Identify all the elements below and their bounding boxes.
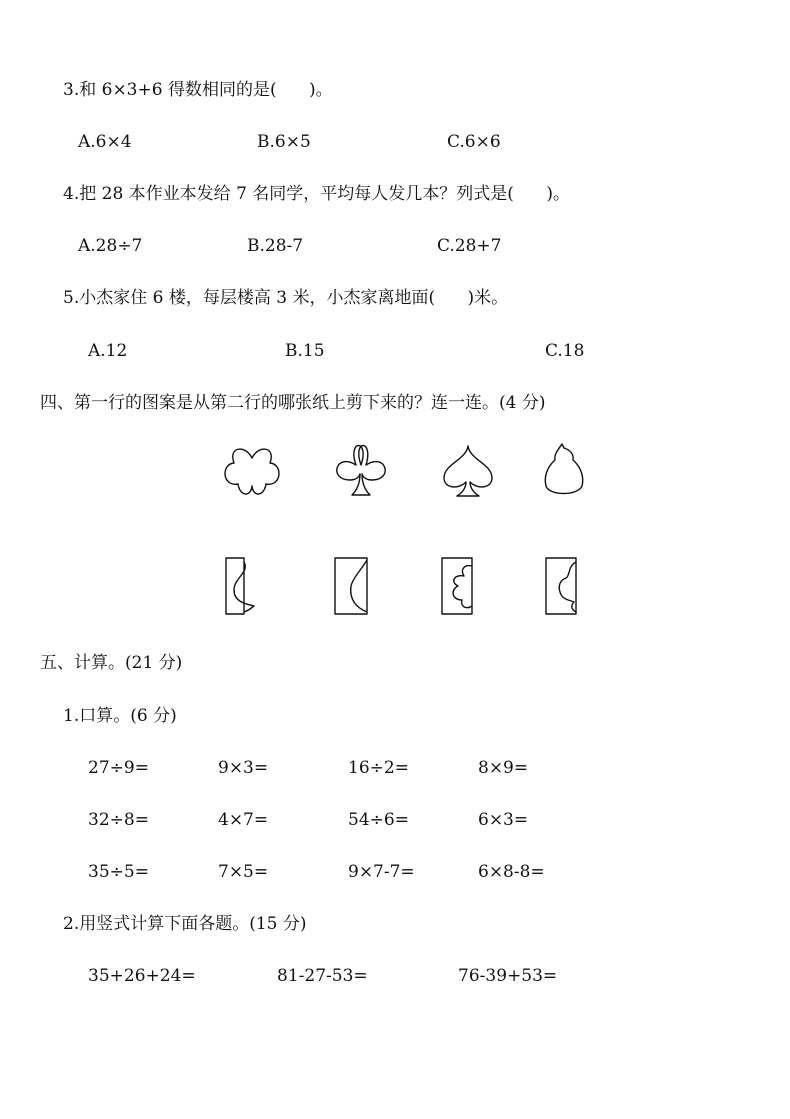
- question-4-option-a: A.28÷7: [78, 236, 143, 256]
- section-5-title: 五、计算。(21 分): [40, 653, 183, 673]
- folded-paper-4: [544, 556, 588, 616]
- question-3-stem: 3.和 6×3+6 得数相同的是( )。: [63, 80, 333, 100]
- gourd-shape: [542, 442, 586, 500]
- mental-math-r3c4: 6×8-8=: [478, 862, 545, 882]
- mental-math-r3c1: 35÷5=: [88, 862, 149, 882]
- mental-math-r3c2: 7×5=: [218, 862, 269, 882]
- mental-math-r2c4: 6×3=: [478, 810, 529, 830]
- folded-paper-1: [224, 556, 268, 616]
- question-4-stem: 4.把 28 本作业本发给 7 名同学，平均每人发几本？列式是( )。: [63, 184, 570, 204]
- folded-paper-3: [440, 556, 484, 616]
- mental-math-r2c1: 32÷8=: [88, 810, 149, 830]
- question-4-option-b: B.28-7: [247, 236, 304, 256]
- club-shape: [330, 442, 392, 498]
- question-3-option-a: A.6×4: [78, 132, 132, 152]
- question-5-option-c: C.18: [545, 341, 585, 361]
- mental-math-r1c3: 16÷2=: [348, 758, 409, 778]
- question-4-option-c: C.28+7: [437, 236, 502, 256]
- mental-math-r1c4: 8×9=: [478, 758, 529, 778]
- vertical-calc-2: 81-27-53=: [277, 966, 368, 986]
- vertical-calc-3: 76-39+53=: [458, 966, 558, 986]
- spade-shape: [440, 444, 496, 498]
- vertical-calc-1: 35+26+24=: [88, 966, 196, 986]
- part-1-title: 1.口算。(6 分): [63, 706, 177, 726]
- folded-paper-2: [333, 556, 377, 616]
- question-5-option-a: A.12: [88, 341, 128, 361]
- mental-math-r2c2: 4×7=: [218, 810, 269, 830]
- question-5-stem: 5.小杰家住 6 楼，每层楼高 3 米，小杰家离地面( )米。: [63, 288, 509, 308]
- section-4-title: 四、第一行的图案是从第二行的哪张纸上剪下来的？连一连。(4 分): [40, 393, 546, 413]
- mental-math-r1c1: 27÷9=: [88, 758, 149, 778]
- mental-math-r1c2: 9×3=: [218, 758, 269, 778]
- mental-math-r2c3: 54÷6=: [348, 810, 409, 830]
- question-3-option-b: B.6×5: [257, 132, 311, 152]
- question-5-option-b: B.15: [285, 341, 325, 361]
- question-3-option-c: C.6×6: [447, 132, 501, 152]
- part-2-title: 2.用竖式计算下面各题。(15 分): [63, 914, 307, 934]
- mental-math-r3c3: 9×7-7=: [348, 862, 415, 882]
- clover-shape: [222, 442, 282, 498]
